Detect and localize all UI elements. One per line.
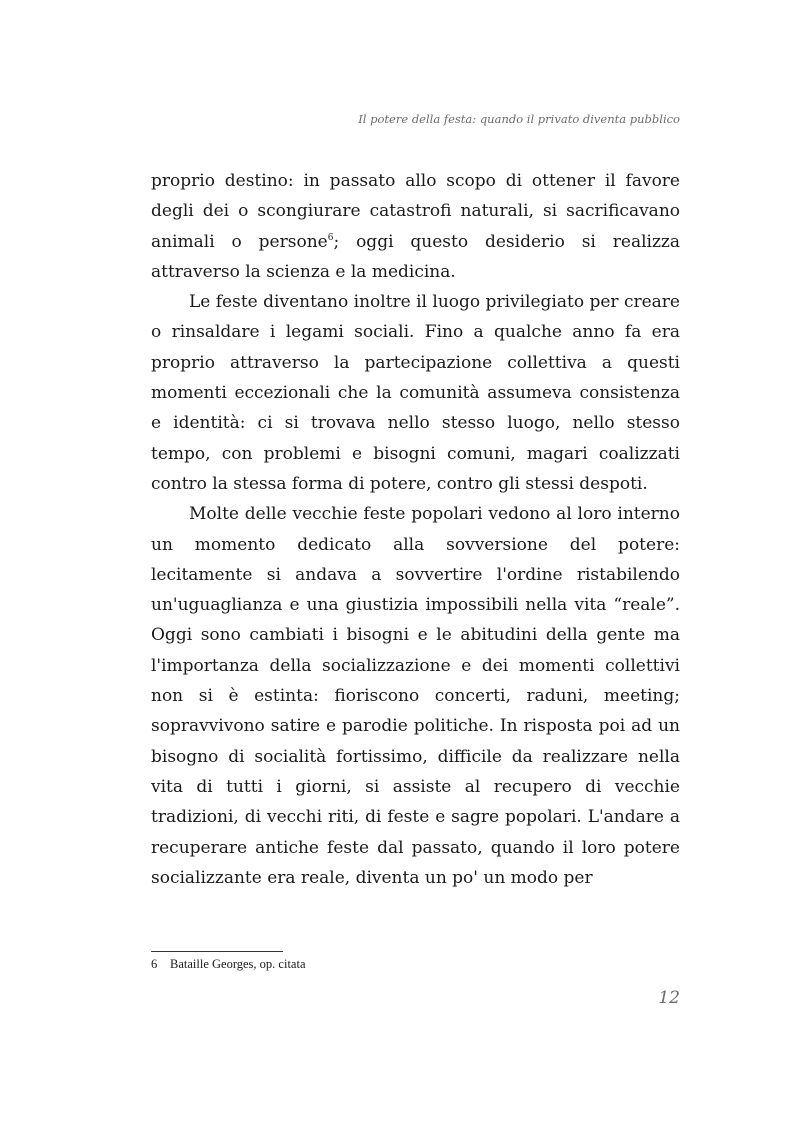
footnote-reference: 6 <box>327 232 334 243</box>
footnote-separator <box>151 951 283 952</box>
footnote <box>151 957 306 972</box>
paragraph-1-text-continued: ; oggi questo desiderio si realizza attraverso la scienza e la medicina. <box>151 231 681 282</box>
footnote-text: Bataille Georges, op. citata <box>170 957 306 971</box>
paragraph-1-text: proprio destino: in passato allo scopo di ottener il favore degli dei o scongiurare catastrofi naturali, si sacrificavano animali o persone <box>151 171 680 252</box>
footnote-number: 6 <box>151 957 158 971</box>
paragraph-1 <box>151 166 680 287</box>
page-number: 12 <box>658 988 680 1008</box>
body-text <box>151 166 680 893</box>
running-header: Il potere della festa: quando il privato diventa pubblico <box>358 112 680 126</box>
paragraph-3: Molte delle vecchie feste popolari vedono al loro interno un momento dedicato alla sovversione del potere: lecitamente si andava a sovvertire l'ordine ristabilendo un'uguaglianza e una giustizia impossibili nella vita “reale”. Oggi sono cambiati i bisogni e le abitudini della gente ma l'importanza della socializzazione e dei momenti collettivi non si è estinta: fioriscono concerti, raduni, meeting; sopravvivono satire e parodie politiche. In risposta poi ad un bisogno di socialità fortissimo, difficile da realizzare nella vita di tutti i giorni, si assiste al recupero di vecchie tradizioni, di vecchi riti, di feste e sagre popolari. L'andare a recuperare antiche feste dal passato, quando il loro potere socializzante era reale, diventa un po' un modo per <box>151 504 680 888</box>
paragraph-2: Le feste diventano inoltre il luogo privilegiato per creare o rinsaldare i legami sociali. Fino a qualche anno fa era proprio attraverso la partecipazione collettiva a questi momenti eccezionali che la comunità assumeva consistenza e identità: ci si trovava nello stesso luogo, nello stesso tempo, con problemi e bisogni comuni, magari coalizzati contro la stessa forma di potere, contro gli stessi despoti. <box>151 292 680 494</box>
